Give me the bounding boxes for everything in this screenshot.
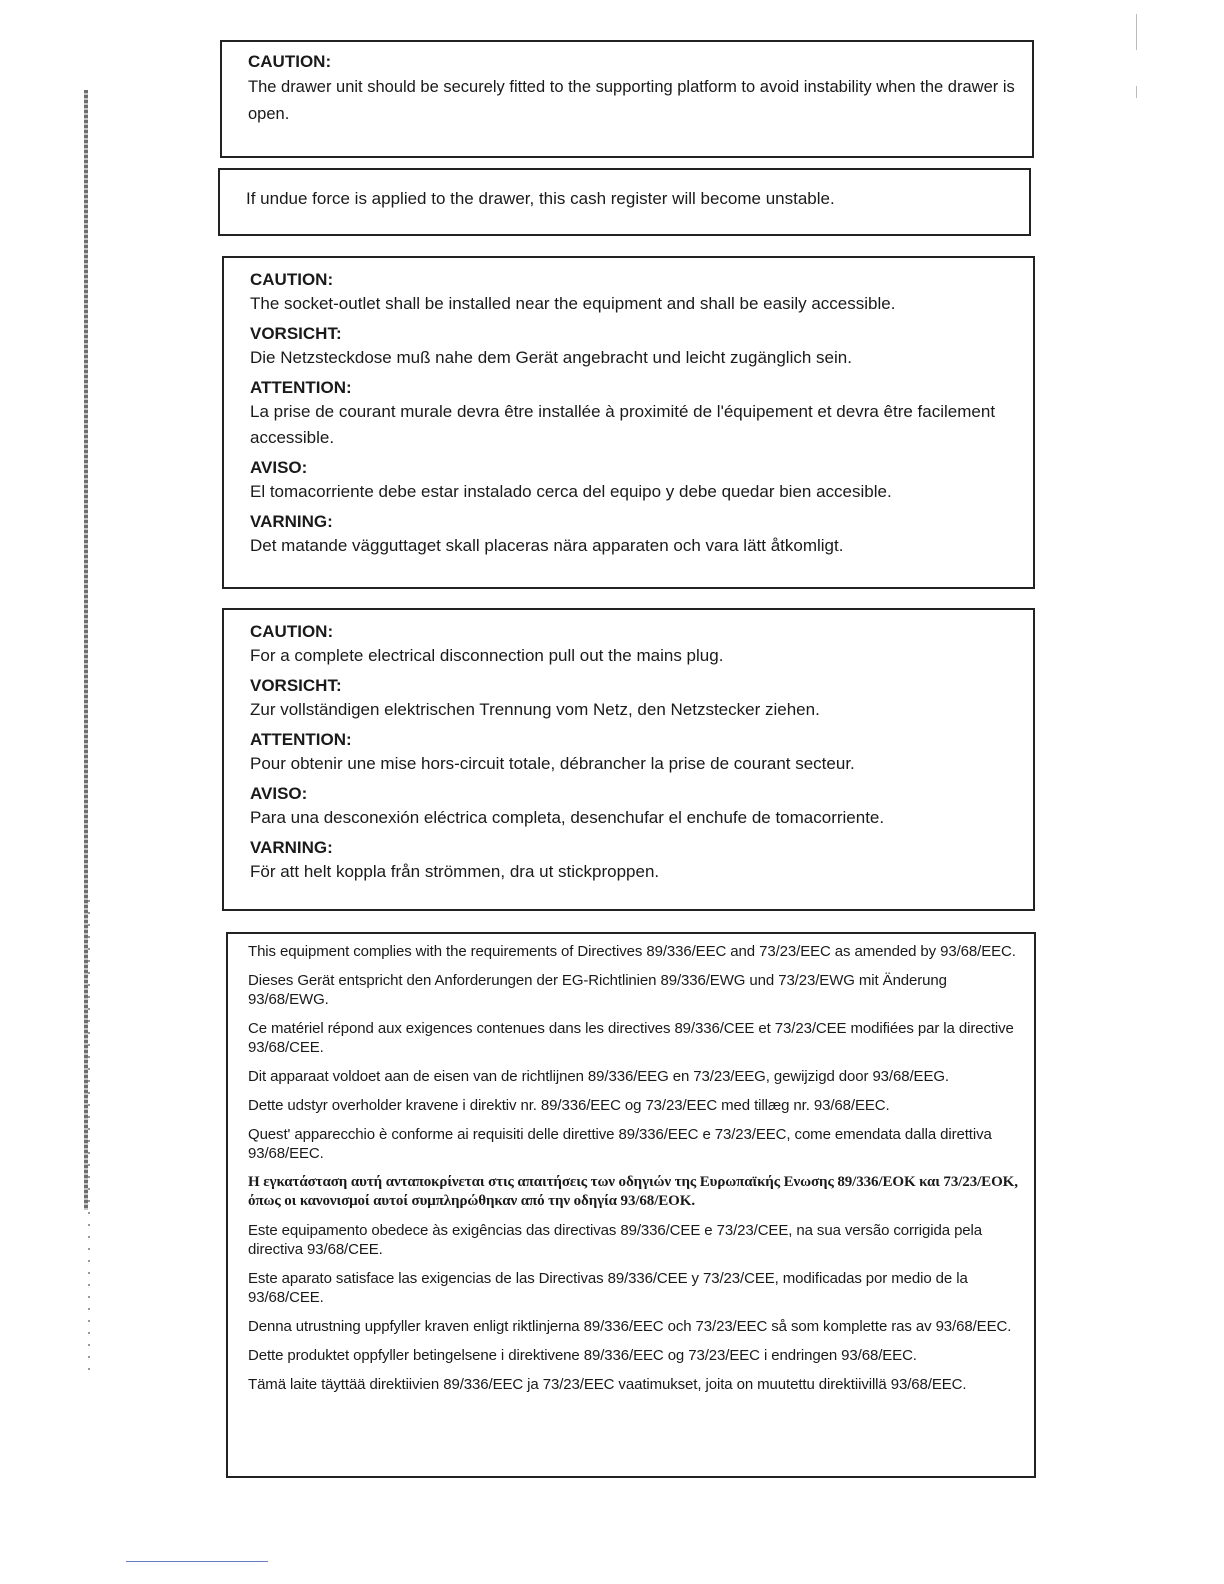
directive-statement-el: Η εγκατάσταση αυτή ανταποκρίνεται στις απαιτήσεις των οδηγιών της Ευρωπαϊκής Ενωσης 89/336/ΕΟΚ και 73/23/ΕΟΚ, όπως οι κανονισμοί αυτοί συμπληρώθηκαν από την οδηγία 93/68/ΕΟΚ. bbox=[248, 1174, 1018, 1209]
warning-text: La prise de courant murale devra être installée à proximité de l'équipement et devra être facilement accessible. bbox=[250, 402, 996, 447]
undue-force-box bbox=[218, 168, 1031, 236]
warning-text: För att helt koppla från strömmen, dra ut stickproppen. bbox=[250, 862, 660, 881]
directive-statement-no: Dette produktet oppfyller betingelsene i direktivene 89/336/EEC og 73/23/EEC i endringen 93/68/EEC. bbox=[248, 1347, 917, 1364]
warning-text: Die Netzsteckdose muß nahe dem Gerät angebracht und leicht zugänglich sein. bbox=[250, 348, 852, 367]
warning-heading: VARNING: bbox=[250, 838, 333, 857]
warning-heading: VORSICHT: bbox=[250, 676, 342, 695]
directive-statement-it: Quest' apparecchio è conforme ai requisiti delle direttive 89/336/EEC e 73/23/EEC, come emendata dalla direttiva 93/68/EEC. bbox=[248, 1126, 992, 1162]
warning-heading: ATTENTION: bbox=[250, 730, 352, 749]
disconnection-box bbox=[222, 608, 1035, 911]
warning-heading: AVISO: bbox=[250, 784, 308, 803]
warning-text: El tomacorriente debe estar instalado cerca del equipo y debe quedar bien accesible. bbox=[250, 482, 892, 501]
directive-statement-en: This equipment complies with the requirements of Directives 89/336/EEC and 73/23/EEC as amended by 93/68/EEC. bbox=[248, 943, 1016, 960]
directive-statement-fi: Tämä laite täyttää direktiivien 89/336/EEC ja 73/23/EEC vaatimukset, joita on muutettu direktiivillä 93/68/EEC. bbox=[248, 1376, 967, 1393]
warning-heading: CAUTION: bbox=[250, 270, 334, 289]
directive-statement-pt: Este equipamento obedece às exigências das directivas 89/336/CEE e 73/23/CEE, na sua versão corrigida pela directiva 93/68/CEE. bbox=[248, 1222, 983, 1258]
warning-text: The socket-outlet shall be installed near the equipment and shall be easily accessible. bbox=[250, 294, 896, 313]
warning-heading: AVISO: bbox=[250, 458, 308, 477]
caution-drawer-box bbox=[220, 40, 1034, 158]
directive-statement-es: Este aparato satisface las exigencias de las Directivas 89/336/CEE y 73/23/CEE, modificadas por medio de la 93/68/CEE. bbox=[248, 1270, 968, 1306]
directive-statement-sv: Denna utrustning uppfyller kraven enligt riktlinjerna 89/336/EEC och 73/23/EEC så som komplette ras av 93/68/EEC. bbox=[248, 1318, 1012, 1335]
directive-statement-nl: Dit apparaat voldoet aan de eisen van de richtlijnen 89/336/EEG en 73/23/EEG, gewijzigd door 93/68/EEG. bbox=[248, 1068, 949, 1085]
warning-text: Det matande vägguttaget skall placeras nära apparaten och vara lätt åtkomligt. bbox=[250, 536, 844, 555]
scan-mark bbox=[1136, 14, 1137, 50]
caution-text: The drawer unit should be securely fitted to the supporting platform to avoid instability when the drawer is open. bbox=[248, 78, 1015, 123]
directive-statement-da: Dette udstyr overholder kravene i direktiv nr. 89/336/EEC og 73/23/EEC med tillæg nr. 93/68/EEC. bbox=[248, 1097, 890, 1114]
caution-heading: CAUTION: bbox=[248, 52, 332, 71]
undue-force-text: If undue force is applied to the drawer, this cash register will become unstable. bbox=[246, 189, 835, 208]
warning-text: Zur vollständigen elektrischen Trennung vom Netz, den Netzstecker ziehen. bbox=[250, 700, 820, 719]
warning-heading: CAUTION: bbox=[250, 622, 334, 641]
scan-mark bbox=[1136, 86, 1137, 98]
directives-compliance-box bbox=[226, 932, 1036, 1478]
socket-outlet-box bbox=[222, 256, 1035, 589]
directive-statement-fr: Ce matériel répond aux exigences contenues dans les directives 89/336/CEE et 73/23/CEE modifiées par la directive 93/68/CEE. bbox=[248, 1020, 1014, 1056]
directive-statement-de: Dieses Gerät entspricht den Anforderungen der EG-Richtlinien 89/336/EWG und 73/23/EWG mit Änderung 93/68/EWG. bbox=[248, 972, 947, 1008]
footer-rule bbox=[126, 1561, 268, 1562]
warning-heading: VORSICHT: bbox=[250, 324, 342, 343]
scan-edge-artifact-faint bbox=[88, 900, 90, 1380]
warning-heading: ATTENTION: bbox=[250, 378, 352, 397]
warning-text: Para una desconexión eléctrica completa, desenchufar el enchufe de tomacorriente. bbox=[250, 808, 885, 827]
warning-text: For a complete electrical disconnection pull out the mains plug. bbox=[250, 646, 724, 665]
warning-heading: VARNING: bbox=[250, 512, 333, 531]
warning-text: Pour obtenir une mise hors-circuit totale, débrancher la prise de courant secteur. bbox=[250, 754, 855, 773]
